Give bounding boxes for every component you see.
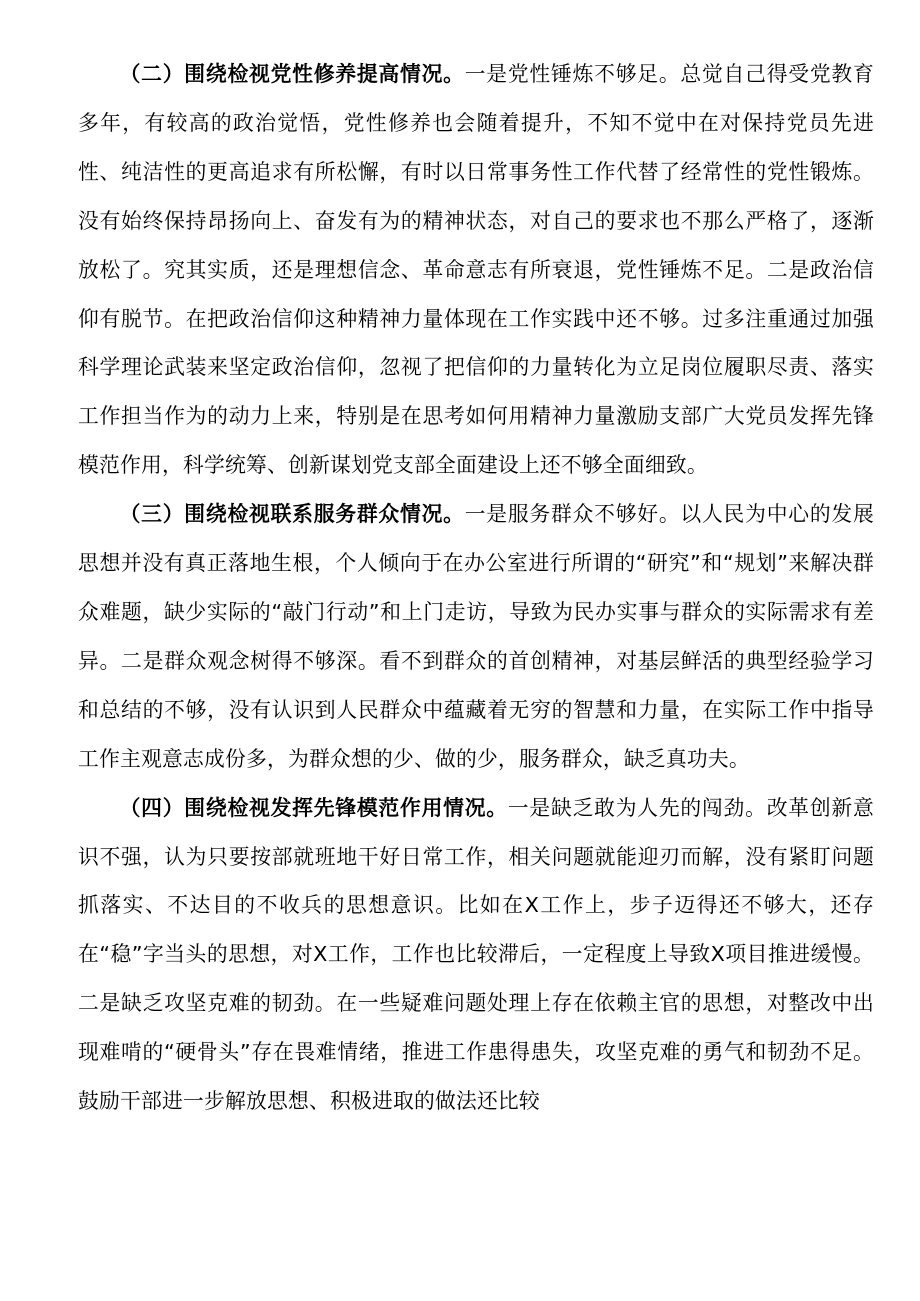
section-heading: （三）围绕检视联系服务群众情况。 bbox=[119, 502, 465, 527]
paragraph-body: 一是服务群众不够好。以人民为中心的发展思想并没有真正落地生根，个人倾向于在办公室进行所谓的“研究”和“规划”来解决群众难题，缺少实际的“敲门行动”和上门走访，导致为民办实事与群众的实际需求有差异。二是群众观念树得不够深。看不到群众的首创精神，对基层鲜活的典型经验学习和总结的不够，没有认识到人民群众中蕴藏着无穷的智慧和力量，在实际工作中指导工作主观意志成份多，为群众想的少、做的少，服务群众，缺乏真功夫。 bbox=[78, 502, 874, 771]
section-heading: （四）围绕检视发挥先锋模范作用情况。 bbox=[119, 795, 508, 820]
paragraph-body: 一是缺乏敢为人先的闯劲。改革创新意识不强，认为只要按部就班地干好日常工作，相关问题就能迎刃而解，没有紧盯问题抓落实、不达目的不收兵的思想意识。比如在X工作上，步子迈得还不够大，还存在“稳”字当头的思想，对X工作，工作也比较滞后，一定程度上导致X项目推进缓慢。二是缺乏攻坚克难的韧劲。在一些疑难问题处理上存在依赖主官的思想，对整改中出现难啃的“硬骨头”存在畏难情绪，推进工作患得患失，攻坚克难的勇气和韧劲不足。鼓励干部进一步解放思想、积极进取的做法还比较 bbox=[78, 795, 874, 1114]
paragraph-party-spirit bbox=[78, 50, 874, 490]
paragraph-vanguard-role bbox=[78, 784, 874, 1126]
paragraph-serving-masses bbox=[78, 490, 874, 783]
paragraph-body: 一是党性锤炼不够足。总觉自己得受党教育多年，有较高的政治觉悟，党性修养也会随着提升，不知不觉中在对保持党员先进性、纯洁性的更高追求有所松懈，有时以日常事务性工作代替了经常性的党性锻炼。没有始终保持昂扬向上、奋发有为的精神状态，对自己的要求也不那么严格了，逐渐放松了。究其实质，还是理想信念、革命意志有所衰退，党性锤炼不足。二是政治信仰有脱节。在把政治信仰这种精神力量体现在工作实践中还不够。过多注重通过加强科学理论武装来坚定政治信仰，忽视了把信仰的力量转化为立足岗位履职尽责、落实工作担当作为的动力上来，特别是在思考如何用精神力量激励支部广大党员发挥先锋模范作用，科学统筹、创新谋划党支部全面建设上还不够全面细致。 bbox=[78, 62, 874, 478]
section-heading: （二）围绕检视党性修养提高情况。 bbox=[119, 62, 465, 86]
